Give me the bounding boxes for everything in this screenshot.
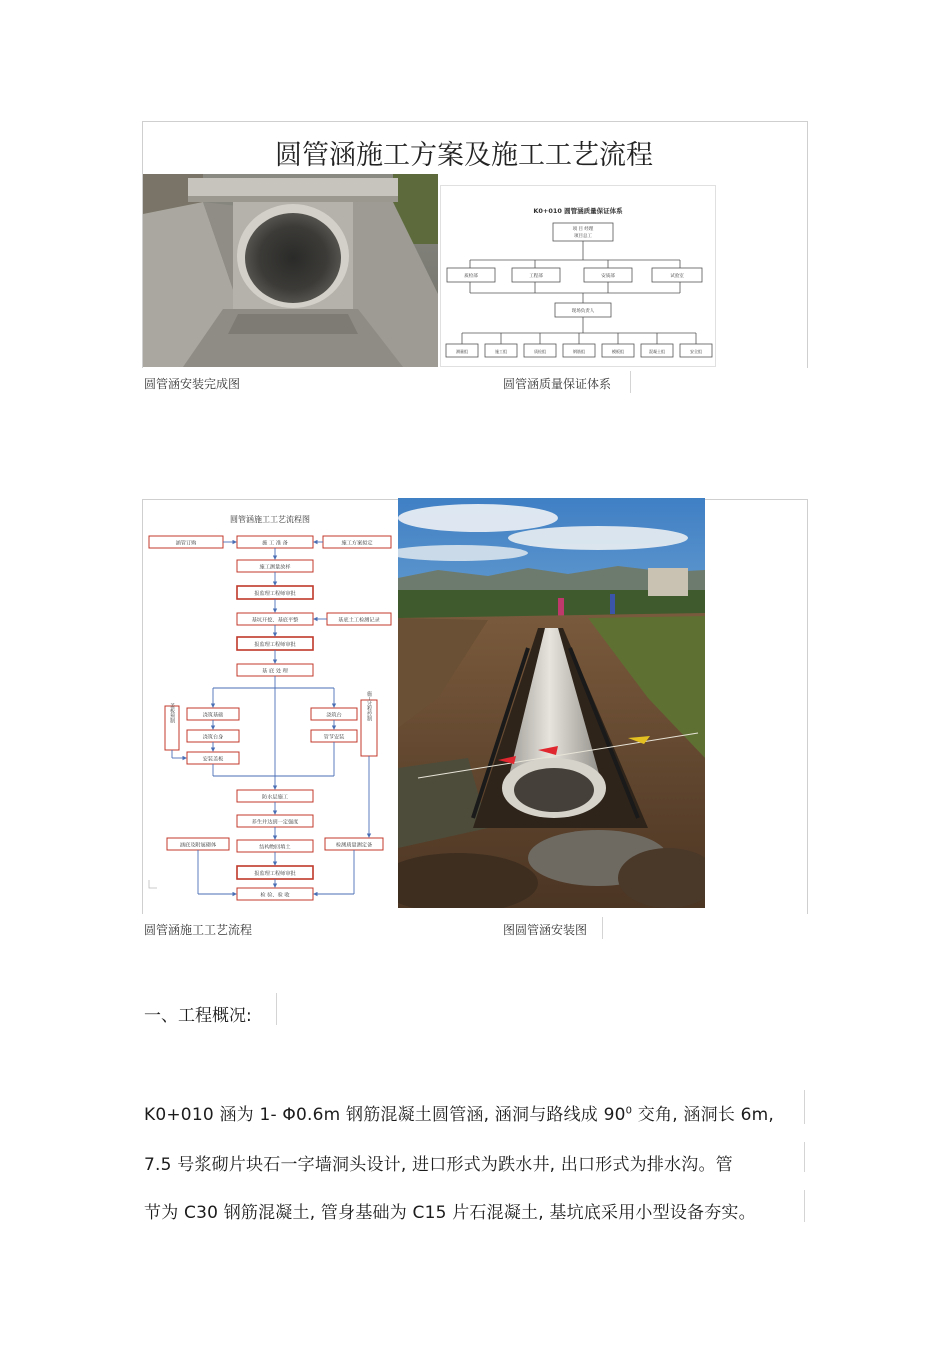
flow-node-left-c: 安装盖板 [202,756,224,763]
flow-node-structure: 结构物回填土 [259,844,291,851]
qc-l4-6: 安全组 [690,349,702,354]
quality-chart-svg [440,185,716,367]
text-divider-2 [804,1142,805,1172]
quality-chart-title: K0+010 圆管涵质量保证体系 [533,207,623,215]
flow-node-prep: 施 工 准 备 [262,540,288,547]
flow-node-survey: 施工测量放样 [259,564,291,571]
caption-pipe-install: 图圆管涵安装图 [503,923,588,937]
flow-chart-svg [143,500,397,908]
flow-node-backfill: 养生并达到一定强度 [251,819,299,826]
process-flow-chart [143,500,397,908]
quality-assurance-chart [440,185,716,367]
qc-l4-5: 混凝土组 [649,349,665,354]
text-divider-3 [804,1190,805,1222]
flow-node-waterproof: 防水层施工 [262,794,288,801]
qc-l3: 现场负责人 [571,309,595,314]
qc-l4-2: 质检组 [534,349,546,354]
pipe-installation-image [398,498,705,908]
flow-title: 圆管涵施工工艺流程图 [230,515,310,524]
qc-l4-3: 钢筋组 [573,349,585,354]
qc-l4-1: 施工组 [495,349,507,354]
caption-quality-system: 圆管涵质量保证体系 [503,377,612,391]
flow-node-right-a: 浇筑台 [326,712,342,719]
qc-l2-3: 试验室 [670,274,684,279]
flow-node-excavate: 基坑开挖、基底平整 [251,617,299,624]
section-heading-project-overview: 一、工程概况: [144,1006,252,1026]
flow-node-final: 检 验、验 收 [260,892,290,899]
flow-node-foundation: 基 底 处 理 [262,668,288,675]
flow-node-side-right: 施工过程控制 [366,691,372,721]
qc-l2-1: 工程部 [529,274,543,279]
caption-divider-1 [630,371,631,393]
flow-node-soil-test: 基底土工检测记录 [338,617,380,624]
culvert-completed-photo [143,174,438,367]
flow-node-pipe-order: 涵管订购 [175,540,197,547]
qc-l2-0: 质检部 [464,274,478,279]
text-divider-1 [804,1090,805,1124]
qc-l2-2: 安质部 [601,274,615,279]
overview-line-1-b: 交角, 涵洞长 6m, [632,1105,774,1125]
pipe-installation-photo [398,498,705,908]
document-title: 圆管涵施工方案及施工工艺流程 [275,140,653,171]
overview-line-3: 节为 C30 钢筋混凝土, 管身基础为 C15 片石混凝土, 基坑底采用小型设备夯实。 [144,1203,756,1223]
flow-node-approve3: 报监理工程师审批 [254,871,296,877]
caption-divider-2 [602,917,603,939]
caption-culvert-completed: 圆管涵安装完成图 [144,377,241,391]
heading-divider [276,993,277,1025]
qc-l4-0: 测量组 [456,349,468,354]
quality-chart-top-1: 项 目 经理 [572,227,594,232]
qc-l4-4: 模板组 [612,349,624,354]
flow-node-left-a: 浇筑基础 [202,712,224,719]
flow-node-approve1: 报监理工程师审批 [254,591,296,597]
flow-node-plan: 施工方案拟定 [341,540,373,547]
flow-node-side-left: 盖板预制 [169,703,175,723]
flow-node-right-b: 管节安装 [323,734,345,741]
flow-node-left-b: 浇筑台身 [202,734,224,741]
quality-chart-top-2: 项目总工 [574,234,592,239]
flow-node-quality-doc: 检测质量测定备 [335,842,373,849]
overview-line-1 [144,1100,774,1125]
overview-line-2: 7.5 号浆砌片块石一字墙洞头设计, 进口形式为跌水井, 出口形式为排水沟。管 [144,1155,733,1175]
flow-node-materials: 涵底及附属砌体 [179,842,217,849]
overview-line-1-degree: 0 [625,1105,633,1117]
caption-process-flow: 圆管涵施工工艺流程 [144,923,253,937]
flow-node-approve2: 报监理工程师审批 [254,642,296,648]
culvert-completed-image [143,174,438,367]
overview-line-1-a: K0+010 涵为 1- Φ0.6m 钢筋混凝土圆管涵, 涵洞与路线成 90 [144,1105,626,1125]
